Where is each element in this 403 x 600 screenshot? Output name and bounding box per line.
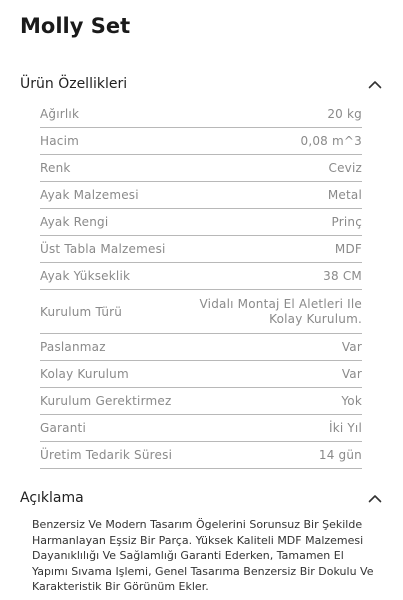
spec-label: Garanti bbox=[40, 421, 86, 435]
spec-label: Ayak Malzemesi bbox=[40, 188, 139, 202]
spec-value: Metal bbox=[327, 188, 362, 202]
spec-label: Kurulum Türü bbox=[40, 304, 123, 319]
spec-label: Renk bbox=[40, 161, 71, 175]
spec-table bbox=[40, 101, 362, 469]
spec-row-lead-time bbox=[40, 442, 362, 469]
spec-row-leg-material bbox=[40, 182, 362, 209]
specs-header-label: Ürün Özellikleri bbox=[20, 76, 128, 92]
specs-section-header[interactable] bbox=[20, 74, 383, 94]
spec-label: Üretim Tedarik Süresi bbox=[40, 448, 173, 462]
spec-value: 38 CM bbox=[323, 269, 362, 283]
product-title: Molly Set bbox=[20, 14, 131, 38]
spec-row-weight bbox=[40, 101, 362, 128]
description-section-header[interactable] bbox=[20, 488, 383, 508]
spec-label: Kurulum Gerektirmez bbox=[40, 394, 172, 408]
description-header-label: Açıklama bbox=[20, 490, 84, 506]
spec-row-warranty bbox=[40, 415, 362, 442]
spec-label: Üst Tabla Malzemesi bbox=[40, 242, 166, 256]
spec-row-easy-install bbox=[40, 361, 362, 388]
spec-value: 14 gün bbox=[318, 448, 362, 462]
spec-value: Vidalı Montaj El Aletleri Ile Kolay Kurulum. bbox=[199, 296, 362, 326]
spec-value: Prinç bbox=[331, 215, 362, 229]
spec-value: İki Yıl bbox=[328, 421, 362, 435]
spec-value: Yok bbox=[341, 394, 362, 408]
spec-row-top-material bbox=[40, 236, 362, 263]
spec-value: Var bbox=[341, 367, 362, 381]
spec-value: Var bbox=[341, 340, 362, 354]
spec-value: 20 kg bbox=[327, 107, 362, 121]
description-text: Benzersiz Ve Modern Tasarım Ögelerini Sorunsuz Bir Şekilde Harmanlayan Eşsiz Bir Parça. Yüksek Kaliteli MDF Malzemesi Dayanıklılığı Ve Sağlamlığı Garanti Ederken, Tamamen El Yapımı Sıvama Işlemi, Genel Tasarıma Benzersiz Bir Dokulu Ve Karakteristik Bir Görünüm Ekler. bbox=[32, 518, 374, 594]
spec-value: 0,08 m^3 bbox=[300, 134, 362, 148]
spec-label: Hacim bbox=[40, 134, 79, 148]
chevron-up-icon[interactable] bbox=[367, 490, 383, 506]
spec-row-color bbox=[40, 155, 362, 182]
spec-value: MDF bbox=[334, 242, 362, 256]
spec-label: Kolay Kurulum bbox=[40, 367, 129, 381]
spec-row-stainless bbox=[40, 334, 362, 361]
spec-row-leg-color bbox=[40, 209, 362, 236]
spec-label: Ayak Yükseklik bbox=[40, 269, 131, 283]
spec-value: Ceviz bbox=[328, 161, 362, 175]
spec-row-no-install bbox=[40, 388, 362, 415]
chevron-up-icon[interactable] bbox=[367, 76, 383, 92]
spec-row-install-type bbox=[40, 290, 362, 334]
spec-label: Ayak Rengi bbox=[40, 215, 109, 229]
spec-label: Paslanmaz bbox=[40, 340, 106, 354]
spec-label: Ağırlık bbox=[40, 107, 80, 121]
spec-row-leg-height bbox=[40, 263, 362, 290]
spec-row-volume bbox=[40, 128, 362, 155]
